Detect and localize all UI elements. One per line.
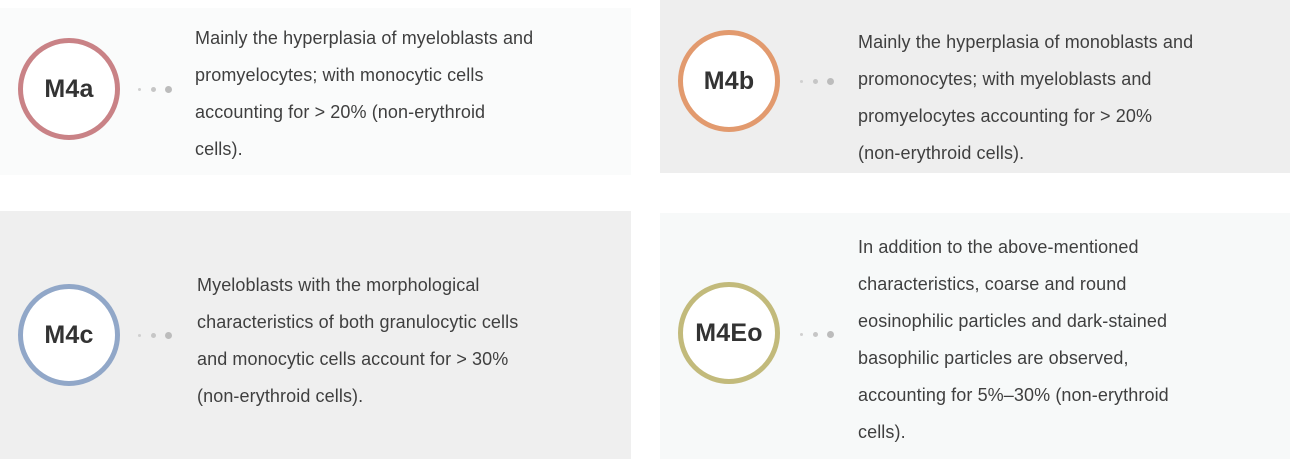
text-line: cells). bbox=[858, 422, 906, 442]
text-line: promyelocytes; with monocytic cells bbox=[195, 65, 484, 85]
dot-icon bbox=[165, 86, 172, 93]
card-m4c bbox=[0, 211, 631, 459]
text-line: accounting for > 20% (non-erythroid bbox=[195, 102, 486, 122]
dot-icon bbox=[138, 88, 141, 91]
dot-icon bbox=[827, 331, 834, 338]
text-line: (non-erythroid cells). bbox=[858, 143, 1025, 163]
m4a-description bbox=[195, 20, 533, 168]
m4b-badge-label: M4b bbox=[703, 66, 755, 95]
dot-icon bbox=[165, 332, 172, 339]
m4a-badge-label: M4a bbox=[44, 74, 94, 103]
text-line: eosinophilic particles and dark-stained bbox=[858, 311, 1168, 331]
m4eo-badge-circle bbox=[678, 282, 780, 384]
dot-icon bbox=[827, 78, 834, 85]
m4eo-description bbox=[858, 229, 1169, 451]
text-line: characteristics of both granulocytic cells bbox=[197, 312, 519, 332]
m4c-badge-circle bbox=[18, 284, 120, 386]
text-line: In addition to the above-mentioned bbox=[858, 237, 1139, 257]
dot-icon bbox=[813, 79, 818, 84]
text-line: Mainly the hyperplasia of myeloblasts and bbox=[195, 28, 534, 48]
text-line: cells). bbox=[195, 139, 243, 159]
text-line: promyelocytes accounting for > 20% bbox=[858, 106, 1153, 126]
card-m4a bbox=[0, 8, 631, 175]
m4a-badge-circle bbox=[18, 38, 120, 140]
m4b-description bbox=[858, 24, 1193, 172]
text-line: promonocytes; with myeloblasts and bbox=[858, 69, 1152, 89]
connector-dots bbox=[138, 331, 172, 339]
text-line: basophilic particles are observed, bbox=[858, 348, 1129, 368]
card-m4eo bbox=[660, 213, 1290, 459]
m4c-description bbox=[197, 267, 518, 415]
dot-icon bbox=[151, 87, 156, 92]
connector-dots bbox=[800, 77, 834, 85]
text-line: characteristics, coarse and round bbox=[858, 274, 1127, 294]
text-line: Myeloblasts with the morphological bbox=[197, 275, 480, 295]
m4b-badge-circle bbox=[678, 30, 780, 132]
dot-icon bbox=[813, 332, 818, 337]
connector-dots bbox=[138, 85, 172, 93]
text-line: accounting for 5%–30% (non-erythroid bbox=[858, 385, 1169, 405]
connector-dots bbox=[800, 330, 834, 338]
dot-icon bbox=[800, 333, 803, 336]
text-line: (non-erythroid cells). bbox=[197, 386, 364, 406]
m4c-badge-label: M4c bbox=[44, 320, 94, 349]
m4eo-badge-label: M4Eo bbox=[695, 318, 763, 347]
dot-icon bbox=[800, 80, 803, 83]
dot-icon bbox=[138, 334, 141, 337]
dot-icon bbox=[151, 333, 156, 338]
card-m4b bbox=[660, 0, 1290, 173]
text-line: and monocytic cells account for > 30% bbox=[197, 349, 509, 369]
text-line: Mainly the hyperplasia of monoblasts and bbox=[858, 32, 1194, 52]
